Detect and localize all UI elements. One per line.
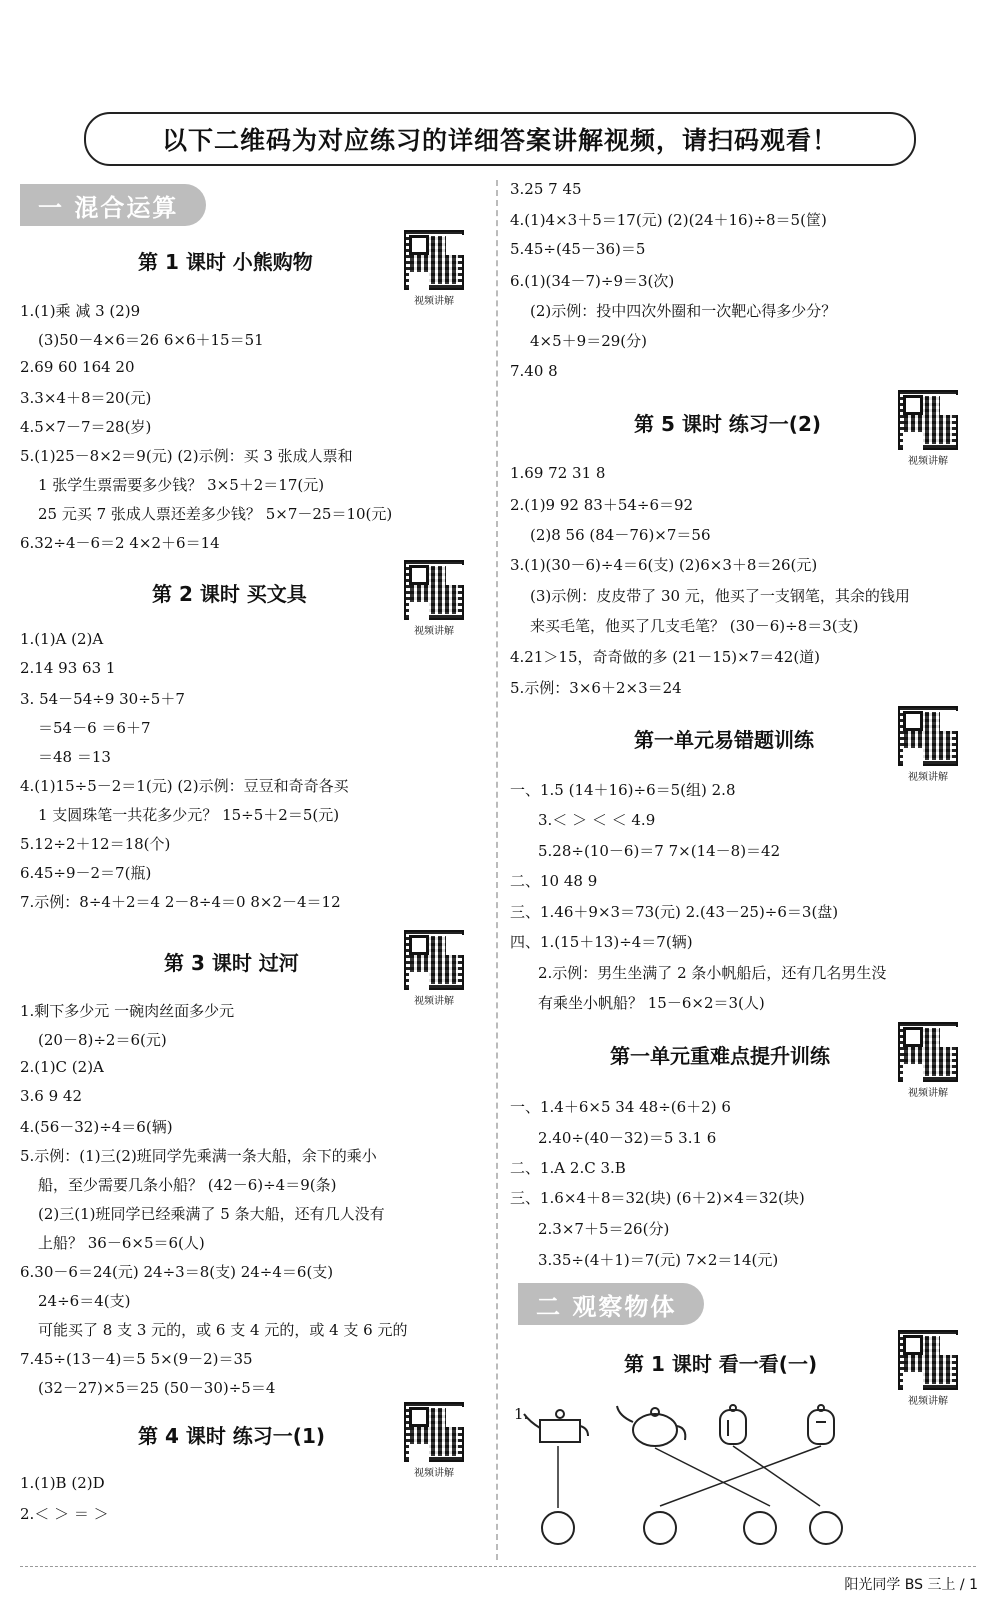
- teapot-icon: [617, 1406, 685, 1446]
- answer-line: 二、10 48 9: [510, 872, 598, 890]
- unit-header-1: 一 混合运算: [20, 184, 206, 226]
- answer-line: 6.45÷9－2＝7(瓶): [20, 864, 152, 882]
- answer-line: 7.示例：8÷4＋2＝4 2－8÷4＝0 8×2－4＝12: [20, 893, 341, 911]
- answer-line: ＝48 ＝13: [38, 748, 111, 766]
- answer-line: 3. 54－54÷9 30÷5＋7: [20, 690, 185, 708]
- lesson-title-2: 第 2 课时 买文具: [152, 582, 307, 606]
- answer-line: 1 张学生票需要多少钱？ 3×5＋2＝17(元): [38, 476, 325, 494]
- answer-line: 二、1.A 2.C 3.B: [510, 1159, 626, 1177]
- answer-line: 4×5＋9＝29(分): [530, 332, 647, 350]
- unit-header-2: 二 观察物体: [518, 1283, 704, 1325]
- answer-line: 一、1.5 (14＋16)÷6＝5(组) 2.8: [510, 781, 736, 799]
- answer-line: 2.(1)C (2)A: [20, 1058, 104, 1076]
- qr-caption: 视频讲解: [414, 626, 454, 637]
- lesson-title-4: 第 4 课时 练习一(1): [138, 1424, 326, 1448]
- answer-line: 1.69 72 31 8: [510, 464, 606, 482]
- answer-line: (3)示例：皮皮带了 30 元，他买了一支钢笔，其余的钱用: [530, 587, 910, 605]
- qr-caption: 视频讲解: [908, 456, 948, 467]
- answer-line: 3.(1)(30－6)÷4＝6(支) (2)6×3＋8＝26(元): [510, 556, 818, 574]
- answer-line: 2.69 60 164 20: [20, 358, 135, 376]
- qr-caption: 视频讲解: [908, 1088, 948, 1099]
- qr-code[interactable]: [404, 560, 464, 637]
- answer-line: 有乘坐小帆船？ 15－6×2＝3(人): [538, 994, 765, 1012]
- answer-line: 船，至少需要几条小船？ (42－6)÷4＝9(条): [38, 1176, 337, 1194]
- answer-line: 5.示例：3×6＋2×3＝24: [510, 679, 682, 697]
- answer-line: 6.32÷4－6＝2 4×2＋6＝14: [20, 534, 220, 552]
- bottom-rule: [20, 1566, 976, 1567]
- teapot-icon: [720, 1405, 746, 1444]
- answer-line: 1.: [514, 1405, 529, 1423]
- qr-code[interactable]: [404, 230, 464, 307]
- answer-line: (32－27)×5＝25 (50－30)÷5＝4: [38, 1379, 276, 1397]
- answer-line: (2)三(1)班同学已经乘满了 5 条大船，还有几人没有: [38, 1205, 385, 1223]
- answer-line: 来买毛笔，他买了几支毛笔？ (30－6)÷8＝3(支): [530, 617, 859, 635]
- answer-line: 3.35÷(4＋1)＝7(元) 7×2＝14(元): [538, 1251, 779, 1269]
- column-divider: [496, 180, 498, 1560]
- answer-line: 25 元买 7 张成人票还差多少钱？ 5×7－25＝10(元): [38, 505, 393, 523]
- answer-line: 4.21＞15，奇奇做的多 (21－15)×7＝42(道): [510, 648, 821, 666]
- answer-line: 6.(1)(34－7)÷9＝3(次): [510, 272, 675, 290]
- qr-caption: 视频讲解: [414, 1468, 454, 1479]
- qr-caption: 视频讲解: [908, 772, 948, 783]
- matching-figure: [520, 1400, 970, 1560]
- answer-line: 2.示例：男生坐满了 2 条小帆船后，还有几名男生没: [538, 964, 887, 982]
- answer-line: 上船？ 36－6×5＝6(人): [38, 1234, 205, 1252]
- lesson-title-5: 第 5 课时 练习一(2): [634, 412, 822, 436]
- unit1-hard-title: 第一单元重难点提升训练: [610, 1044, 830, 1068]
- answer-line: (2)示例：投中四次外圈和一次靶心得多少分？: [530, 302, 837, 320]
- answer-line: 3.6 9 42: [20, 1087, 83, 1105]
- qr-code[interactable]: [898, 1330, 958, 1407]
- answer-line: 4.(1)15÷5－2＝1(元) (2)示例：豆豆和奇奇各买: [20, 777, 349, 795]
- answer-line: 四、1.(15＋13)÷4＝7(辆): [510, 933, 693, 951]
- answer-line: (20－8)÷2＝6(元): [38, 1031, 167, 1049]
- answer-line: 1 支圆珠笔一共花多少元？ 15÷5＋2＝5(元): [38, 806, 340, 824]
- answer-line: 4.(1)4×3＋5＝17(元) (2)(24＋16)÷8＝5(筐): [510, 211, 827, 229]
- lesson-title-3: 第 3 课时 过河: [164, 951, 299, 975]
- qr-caption: 视频讲解: [908, 1396, 948, 1407]
- teapot-icon: [808, 1405, 834, 1444]
- answer-line: 1.(1)B (2)D: [20, 1474, 105, 1492]
- answer-line: 三、1.6×4＋8＝32(块) (6＋2)×4＝32(块): [510, 1189, 805, 1207]
- answer-line: 1.剩下多少元 一碗肉丝面多少元: [20, 1002, 235, 1020]
- answer-line: 5.45÷(45－36)＝5: [510, 240, 646, 258]
- answer-banner: 以下二维码为对应练习的详细答案讲解视频，请扫码观看！: [84, 112, 916, 166]
- answer-line: 3.＜ ＞ ＜ ＜ 4.9: [538, 811, 656, 829]
- teapot-icon: [524, 1410, 588, 1442]
- answer-line: 2.(1)9 92 83＋54÷6＝92: [510, 496, 694, 514]
- page-footer: 阳光同学 BS 三上 / 1: [844, 1577, 978, 1593]
- answer-line: 三、1.46＋9×3＝73(元) 2.(43－25)÷6＝3(盘): [510, 903, 839, 921]
- qr-caption: 视频讲解: [414, 996, 454, 1007]
- answer-line: 4.5×7－7＝28(岁): [20, 418, 152, 436]
- qr-code[interactable]: [898, 706, 958, 783]
- answer-line: 可能买了 8 支 3 元的，或 6 支 4 元的，或 4 支 6 元的: [38, 1321, 408, 1339]
- answer-line: 5.示例：(1)三(2)班同学先乘满一条大船，余下的乘小: [20, 1147, 377, 1165]
- answer-line: 4.(56－32)÷4＝6(辆): [20, 1118, 173, 1136]
- lesson-title-1: 第 1 课时 小熊购物: [138, 250, 313, 274]
- answer-line: 一、1.4＋6×5 34 48÷(6＋2) 6: [510, 1098, 731, 1116]
- qr-code[interactable]: [898, 1022, 958, 1099]
- answer-line: (2)8 56 (84－76)×7＝56: [530, 526, 711, 544]
- answer-line: 3.3×4＋8＝20(元): [20, 389, 152, 407]
- match-lines: [558, 1446, 821, 1508]
- unit1-error-title: 第一单元易错题训练: [634, 728, 814, 752]
- answer-line: 2.14 93 63 1: [20, 659, 116, 677]
- lesson-title-6: 第 1 课时 看一看(一): [624, 1352, 818, 1376]
- child-face-icon: [542, 1512, 842, 1544]
- answer-line: (3)50－4×6＝26 6×6＋15＝51: [38, 331, 264, 349]
- answer-line: ＝54－6 ＝6＋7: [38, 719, 151, 737]
- answer-line: 5.28÷(10－6)＝7 7×(14－8)＝42: [538, 842, 781, 860]
- qr-code[interactable]: [898, 390, 958, 467]
- qr-caption: 视频讲解: [414, 296, 454, 307]
- answer-line: 24÷6＝4(支): [38, 1292, 131, 1310]
- qr-code[interactable]: [404, 930, 464, 1007]
- answer-line: 6.30－6＝24(元) 24÷3＝8(支) 24÷4＝6(支): [20, 1263, 334, 1281]
- answer-line: 7.40 8: [510, 362, 558, 380]
- answer-line: 1.(1)乘 减 3 (2)9: [20, 302, 141, 320]
- answer-line: 7.45÷(13－4)＝5 5×(9－2)＝35: [20, 1350, 253, 1368]
- answer-line: 1.(1)A (2)A: [20, 630, 104, 648]
- answer-line: 2.＜ ＞ ＝ ＞: [20, 1505, 109, 1523]
- answer-line: 3.25 7 45: [510, 180, 582, 198]
- qr-code[interactable]: [404, 1402, 464, 1479]
- answer-line: 2.3×7＋5＝26(分): [538, 1220, 670, 1238]
- answer-line: 5.12÷2＋12＝18(个): [20, 835, 171, 853]
- answer-line: 2.40÷(40－32)＝5 3.1 6: [538, 1129, 717, 1147]
- answer-line: 5.(1)25－8×2＝9(元) (2)示例：买 3 张成人票和: [20, 447, 353, 465]
